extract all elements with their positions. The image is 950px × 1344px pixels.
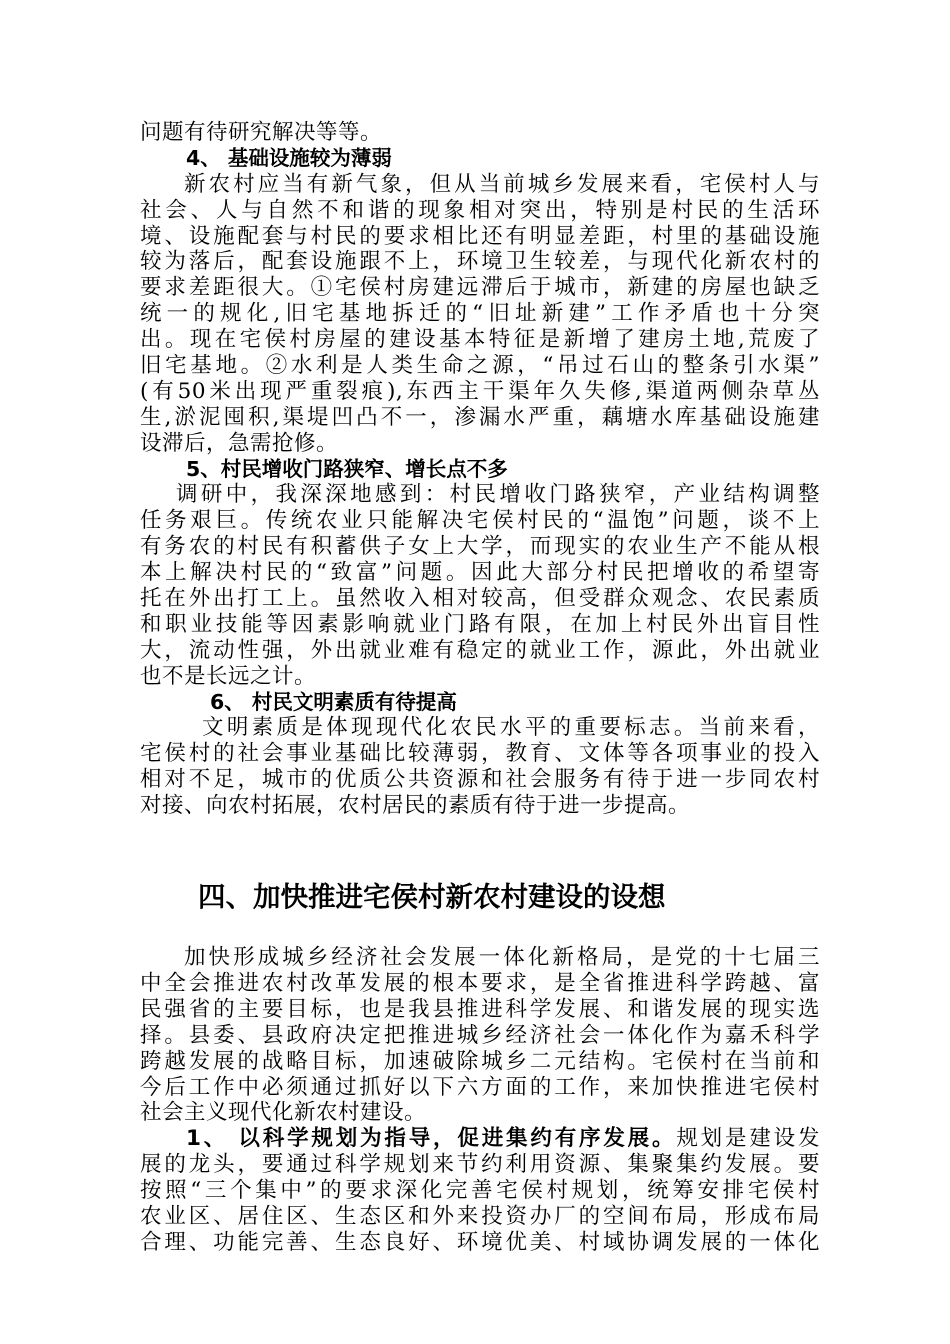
item-1-lead-rest: 规划是建设发 — [676, 1126, 820, 1152]
paragraph-line: 宅侯村的社会事业基础比较薄弱，教育、文体等各项事业的投入 — [140, 741, 820, 767]
section-6-body — [140, 715, 820, 819]
paragraph-line: 也不是长远之计。 — [140, 663, 317, 689]
paragraph-line: 大，流动性强，外出就业难有稳定的就业工作，源此，外出就业 — [140, 637, 820, 663]
paragraph-line: 旧宅基地。②水利是人类生命之源，“吊过石山的整条引水渠” — [140, 353, 820, 379]
paragraph-line: 展的龙头，要通过科学规划来节约利用资源、集聚集约发展。要 — [140, 1152, 820, 1178]
paragraph-line: 新农村应当有新气象，但从当前城乡发展来看，宅侯村人与 — [184, 171, 820, 197]
paragraph-line: 任务艰巨。传统农业只能解决宅侯村民的“温饱”问题，谈不上 — [140, 508, 820, 534]
section-5-body — [140, 482, 820, 689]
section-spacer — [140, 819, 820, 879]
paragraph-line: 相对不足，城市的优质公共资源和社会服务有待于进一步同农村 — [140, 767, 820, 793]
item-1-lead-bold: 1、 以科学规划为指导，促进集约有序发展。 — [186, 1126, 677, 1152]
paragraph-line: 统一的规化,旧宅基地拆迁的“旧址新建”工作矛盾也十分突 — [140, 301, 820, 327]
paragraph-line: 民强省的主要目标，也是我县推进科学发展、和谐发展的现实选 — [140, 996, 820, 1022]
paragraph-line: 有务农的村民有积蓄供子女上大学，而现实的农业生产不能从根 — [140, 534, 820, 560]
part-4-title: 四、加快推进宅侯村新农村建设的设想 — [198, 881, 666, 914]
part-4-intro — [140, 945, 820, 1126]
paragraph-line: 本上解决村民的“致富”问题。因此大部分村民把增收的希望寄 — [140, 560, 820, 586]
section-6-heading: 6、 村民文明素质有待提高 — [210, 689, 457, 714]
section-4-body — [140, 172, 820, 457]
paragraph-line: 合理、功能完善、生态良好、环境优美、村域协调发展的一体化 — [140, 1229, 820, 1255]
document-page — [140, 120, 820, 1256]
paragraph-line: 社会主义现代化新农村建设。 — [140, 1100, 427, 1126]
paragraph-line: 择。县委、县政府决定把推进城乡经济社会一体化作为嘉禾科学 — [140, 1022, 820, 1048]
paragraph-line: 要求差距很大。①宅侯村房建远滞后于城市，新建的房屋也缺乏 — [140, 275, 820, 301]
part-4-item-1 — [140, 1126, 820, 1255]
paragraph-line: 设滞后，急需抢修。 — [140, 430, 339, 456]
paragraph-line: 今后工作中必须通过抓好以下六方面的工作，来加快推进宅侯村 — [140, 1074, 820, 1100]
paragraph-line: 托在外出打工上。虽然收入相对较高，但受群众观念、农民素质 — [140, 586, 820, 612]
paragraph-line: (有50米出现严重裂痕),东西主干渠年久失修,渠道两侧杂草丛 — [140, 378, 820, 404]
paragraph-line: 生,淤泥囤积,渠堤凹凸不一，渗漏水严重，藕塘水库基础设施建 — [140, 404, 820, 430]
paragraph-line: 调研中，我深深地感到：村民增收门路狭窄，产业结构调整 — [176, 482, 820, 508]
paragraph-line: 农业区、居住区、生态区和外来投资办厂的空间布局，形成布局 — [140, 1203, 820, 1229]
paragraph-line: 跨越发展的战略目标，加速破除城乡二元结构。宅侯村在当前和 — [140, 1048, 820, 1074]
section-5-heading: 5、村民增收门路狭窄、增长点不多 — [186, 456, 508, 481]
paragraph-line: 按照“三个集中”的要求深化完善宅侯村规划，统筹安排宅侯村 — [140, 1178, 820, 1204]
paragraph-line: 较为落后，配套设施跟不上，环境卫生较差，与现代化新农村的 — [140, 249, 820, 275]
item-1-lead-line — [140, 1126, 820, 1152]
section-spacer — [140, 915, 820, 945]
paragraph-line: 社会、人与自然不和谐的现象相对突出，特别是村民的生活环 — [140, 197, 820, 223]
paragraph-line: 和职业技能等因素影响就业门路有限，在加上村民外出盲目性 — [140, 611, 820, 637]
section-4-heading: 4、 基础设施较为薄弱 — [186, 145, 392, 170]
paragraph-line: 中全会推进农村改革发展的根本要求，是全省推进科学跨越、富 — [140, 970, 820, 996]
paragraph-line: 对接、向农村拓展，农村居民的素质有待于进一步提高。 — [140, 793, 691, 819]
paragraph-line: 出。现在宅侯村房屋的建设基本特征是新增了建房土地,荒废了 — [140, 327, 820, 353]
intro-line: 问题有待研究解决等等。 — [140, 120, 383, 145]
paragraph-line: 境、设施配套与村民的要求相比还有明显差距，村里的基础设施 — [140, 223, 820, 249]
paragraph-line: 加快形成城乡经济社会发展一体化新格局，是党的十七届三 — [184, 945, 820, 971]
paragraph-line: 文明素质是体现现代化农民水平的重要标志。当前来看， — [202, 715, 820, 741]
